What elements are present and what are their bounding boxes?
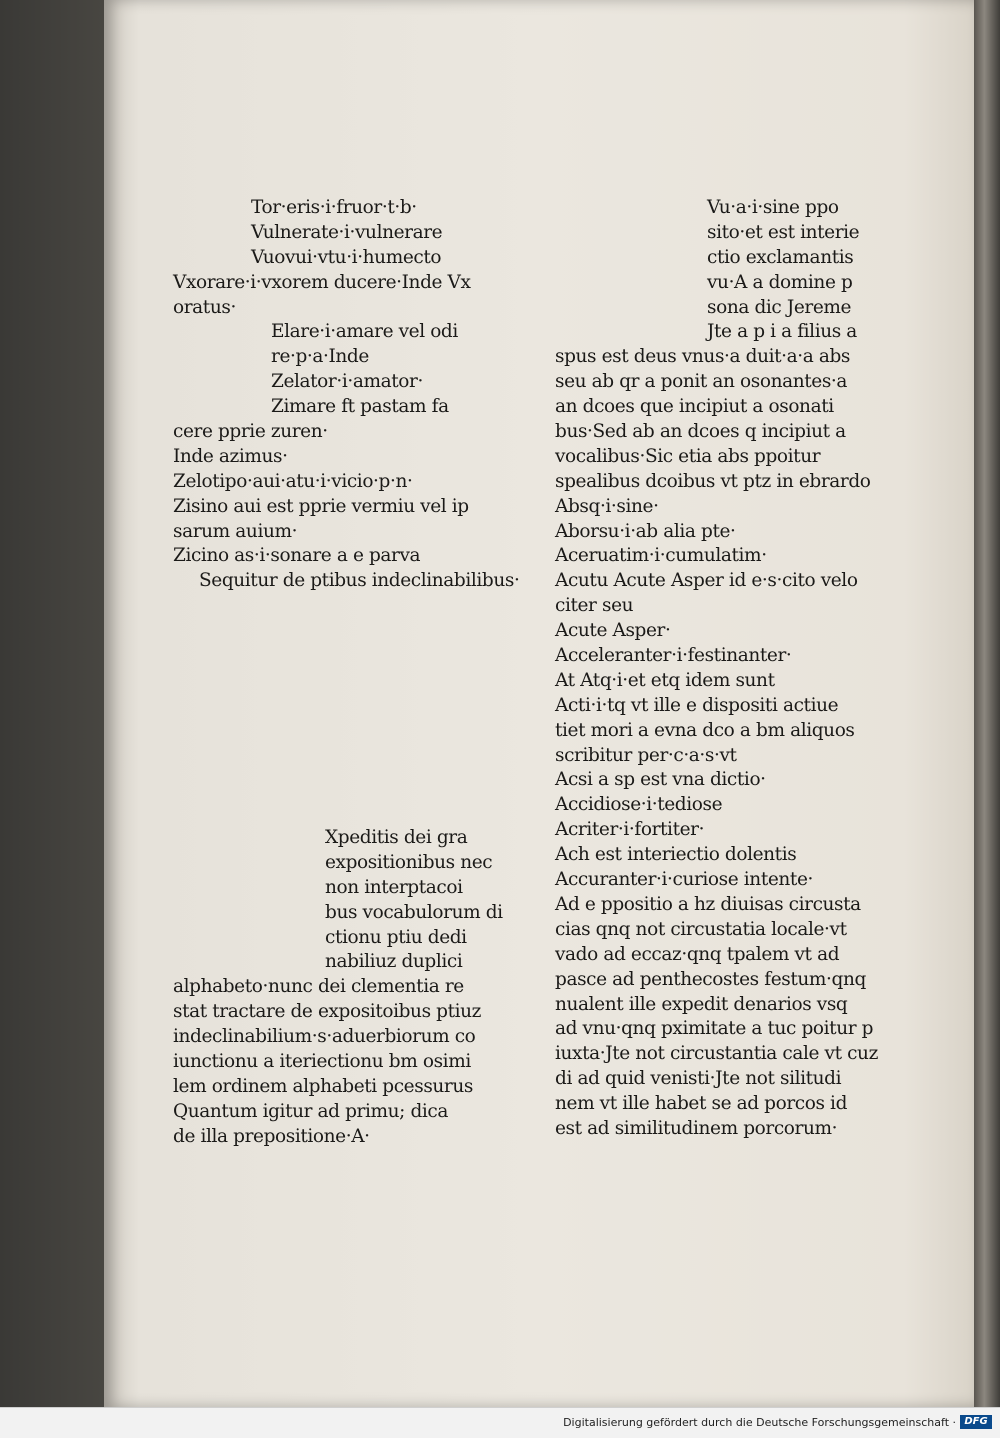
- text-line: cere pprie zuren·: [173, 421, 328, 443]
- text-line: est ad similitudinem porcorum·: [555, 1117, 838, 1139]
- text-line: Absq·i·sine·: [555, 495, 659, 517]
- text-line: Vulnerate·i·vulnerare: [251, 221, 443, 243]
- text-line: nabiliuz duplici: [325, 951, 463, 973]
- text-line: Acutu Acute Asper id e·s·cito velo: [555, 570, 858, 592]
- text-line: Elare·i·amare vel odi: [271, 321, 458, 343]
- text-line: Inde azimus·: [173, 445, 288, 467]
- text-line: Acsi a sp est vna dictio·: [555, 769, 766, 791]
- text-line: Xpeditis dei gra: [325, 827, 468, 848]
- text-line: iuxta·Jte not circustantia cale vt cuz: [555, 1043, 878, 1065]
- text-line: Quantum igitur ad primu; dica: [173, 1100, 449, 1122]
- right-column-text: [555, 196, 878, 1142]
- text-line: tiet mori a evna dco a bm aliquos: [555, 719, 855, 741]
- text-line: Vuovui·vtu·i·humecto: [251, 246, 442, 268]
- text-line: Acceleranter·i·festinanter·: [555, 645, 792, 667]
- text-line: Aceruatim·i·cumulatim·: [555, 545, 767, 567]
- text-line: vado ad eccaz·qnq tpalem vt ad: [555, 943, 840, 965]
- page-edge-shadow: [974, 0, 1000, 1407]
- text-line: At Atq·i·et etq idem sunt: [555, 669, 775, 691]
- text-line: bus·Sed ab an dcoes q incipiut a: [555, 421, 846, 443]
- text-line: Vu·a·i·sine ppo: [707, 197, 839, 218]
- funding-credit: Digitalisierung gefördert durch die Deutsche Forschungsgemeinschaft ·: [563, 1416, 956, 1429]
- text-line: indeclinabilium·s·aduerbiorum co: [173, 1026, 476, 1048]
- text-line: spus est deus vnus·a duit·a·a abs: [555, 346, 851, 368]
- text-line: Zisino aui est pprie vermiu vel ip: [173, 495, 469, 517]
- text-line: iunctionu a iteriectionu bm osimi: [173, 1051, 471, 1073]
- text-line: alphabeto·nunc dei clementia re: [173, 976, 464, 998]
- text-line: de illa prepositione·A·: [173, 1125, 370, 1147]
- text-line: vocalibus·Sic etia abs ppoitur: [555, 445, 821, 467]
- footer-bar: [0, 1407, 1000, 1438]
- text-line: Ad e ppositio a hz diuisas circusta: [555, 893, 861, 915]
- text-line: Accidiose·i·tediose: [555, 794, 723, 816]
- text-line: stat tractare de expositoibus ptiuz: [173, 1001, 481, 1023]
- scanner-backdrop: [0, 0, 120, 1437]
- text-line: di ad quid venisti·Jte not silitudi: [555, 1068, 842, 1090]
- text-line: sona dic Jereme: [707, 296, 852, 318]
- text-line: cias qnq not circustatia locale·vt: [555, 918, 847, 940]
- text-line: ad vnu·qnq pximitate a tuc poitur p: [555, 1018, 874, 1040]
- left-column-top-text: [173, 196, 520, 594]
- text-line: spealibus dcoibus vt ptz in ebrardo: [555, 470, 871, 492]
- text-line: Sequitur de ptibus indeclinabilibus·: [199, 570, 520, 592]
- text-line: citer seu: [555, 595, 634, 617]
- text-line: Tor·eris·i·fruor·t·b·: [251, 197, 417, 218]
- text-line: lem ordinem alphabeti pcessurus: [173, 1075, 473, 1097]
- text-line: Jte a p i a filius a: [707, 321, 857, 343]
- text-line: Accuranter·i·curiose intente·: [555, 869, 813, 891]
- text-line: Zelator·i·amator·: [271, 371, 423, 393]
- text-line: seu ab qr a ponit an osonantes·a: [555, 371, 848, 393]
- text-line: Ach est interiectio dolentis: [555, 844, 797, 866]
- text-line: nualent ille expedit denarios vsq: [555, 993, 848, 1015]
- text-line: sarum auium·: [173, 520, 298, 542]
- text-line: sito·et est interie: [707, 221, 860, 243]
- left-column-bottom-text: [173, 826, 503, 1150]
- text-line: bus vocabulorum di: [325, 901, 503, 923]
- text-line: vu·A a domine p: [707, 271, 853, 293]
- text-line: Zelotipo·aui·atu·i·vicio·p·n·: [173, 470, 413, 492]
- text-line: Acute Asper·: [555, 620, 671, 642]
- text-line: ctio exclamantis: [707, 246, 854, 268]
- text-line: Zicino as·i·sonare a e parva: [173, 545, 421, 567]
- text-line: Acti·i·tq vt ille e dispositi actiue: [555, 694, 839, 716]
- text-line: nem vt ille habet se ad porcos id: [555, 1093, 848, 1115]
- text-line: expositionibus nec: [325, 851, 493, 873]
- dfg-logo: DFG: [960, 1415, 992, 1429]
- text-line: re·p·a·Inde: [271, 346, 369, 368]
- text-line: Acriter·i·fortiter·: [555, 819, 705, 841]
- text-line: oratus·: [173, 296, 236, 318]
- text-line: scribitur per·c·a·s·vt: [555, 744, 737, 766]
- text-line: an dcoes que incipiut a osonati: [555, 396, 834, 418]
- text-line: Vxorare·i·vxorem ducere·Inde Vx: [173, 271, 471, 293]
- text-line: Zimare ft pastam fa: [271, 396, 449, 418]
- text-line: non interptacoi: [325, 876, 463, 898]
- text-line: ctionu ptiu dedi: [325, 926, 467, 948]
- text-line: pasce ad penthecostes festum·qnq: [555, 968, 866, 990]
- text-line: Aborsu·i·ab alia pte·: [555, 520, 736, 542]
